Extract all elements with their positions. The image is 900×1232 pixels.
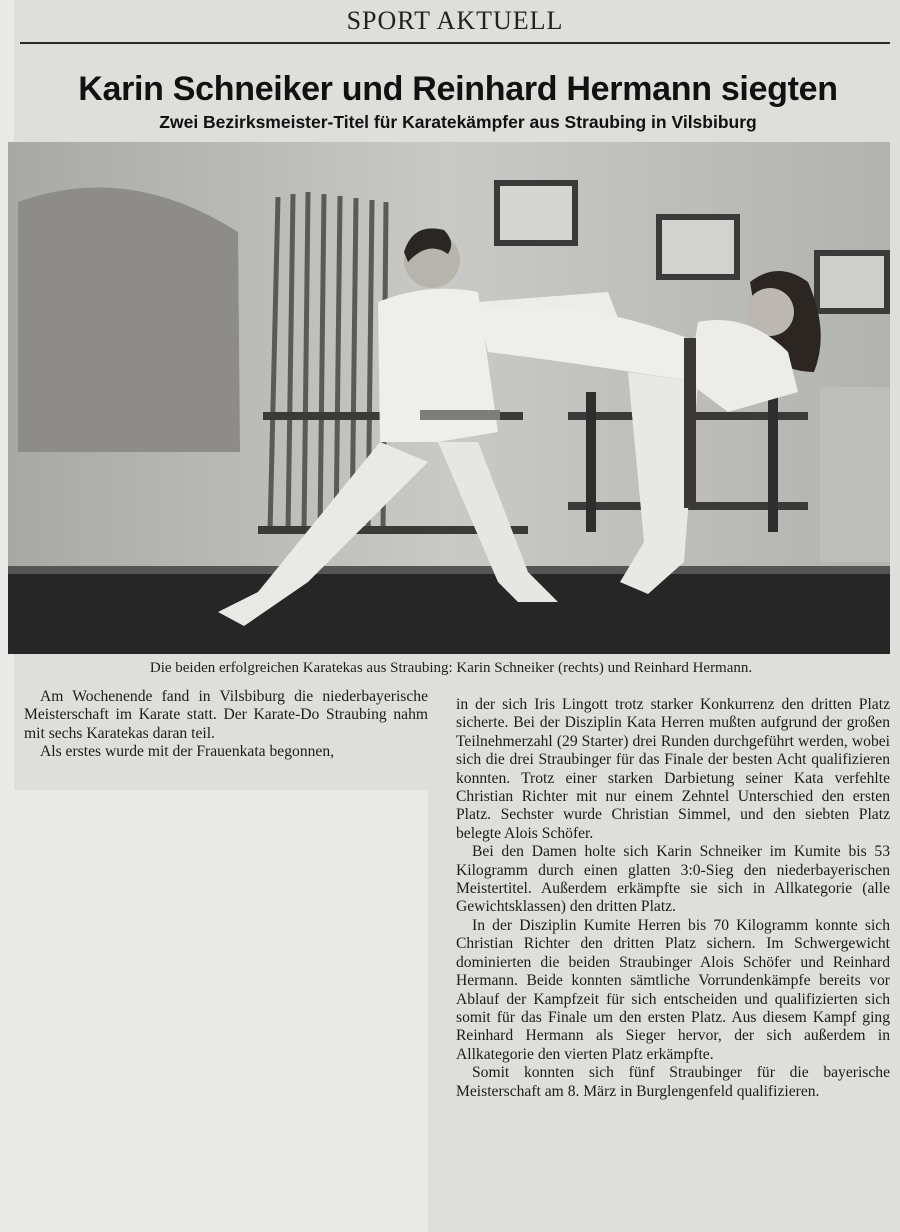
subheadline: Zwei Bezirksmeister-Titel für Karatekämpfer aus Straubing in Vilsbiburg: [159, 112, 757, 132]
article-column-right: [456, 696, 890, 1101]
paragraph: in der sich Iris Lingott trotz starker Konkurrenz den dritten Platz sicherte. Bei der Disziplin Kata Herren mußten aufgrund der großen Teilnehmerzahl (29 Starter) drei Runden durchgeführt werden, wobei sich die drei Straubinger für das Finale der besten Acht qualifizieren konnten. Trotz einer starken Darbietung seiner Kata verfehlte Christian Richter mit nur einem Zehntel Unterschied den ersten Platz. Sechster wurde Christian Simmel, und den siebten Platz belegte Alois Schöfer.: [456, 696, 890, 842]
section-title: SPORT AKTUELL: [346, 6, 564, 35]
article-photo: [8, 142, 890, 654]
article-column-left: [24, 688, 428, 762]
paragraph: In der Disziplin Kumite Herren bis 70 Kilogramm konnte sich Christian Richter den dritten Platz sichern. Im Schwergewicht dominierten die beiden Straubinger Alois Schöfer und Reinhard Hermann. Beide konnten sämtliche Vorrundenkämpfe bereits vor Ablauf der Kampfzeit für sich entscheiden und qualifizierten sich somit für das Finale um den ersten Platz. Aus diesem Kampf ging Reinhard Hermann als Sieger hervor, der sich außerdem in Allkategorie den vierten Platz erkämpfte.: [456, 916, 890, 1063]
photo-caption: Die beiden erfolgreichen Karatekas aus Straubing: Karin Schneiker (rechts) und Reinhard Hermann.: [149, 660, 753, 676]
karate-photo-illustration: [8, 142, 890, 654]
paragraph: Bei den Damen holte sich Karin Schneiker im Kumite bis 53 Kilogramm durch einen glatten 3:0-Sieg den niederbayerischen Meistertitel. Außerdem erkämpfte sie sich in Allkategorie (alle Gewichtsklassen) den dritten Platz.: [456, 843, 890, 916]
paragraph: Somit konnten sich fünf Straubinger für die bayerische Meisterschaft am 8. März in Burglengenfeld qualifizieren.: [456, 1064, 890, 1100]
paragraph: Am Wochenende fand in Vilsbiburg die niederbayerische Meisterschaft im Karate statt. Der Karate-Do Straubing nahm mit sechs Karatekas daran teil.: [24, 688, 428, 742]
section-header: [20, 2, 890, 44]
headline: Karin Schneiker und Reinhard Hermann siegten: [78, 70, 838, 108]
paragraph: Als erstes wurde mit der Frauenkata begonnen,: [40, 743, 335, 761]
